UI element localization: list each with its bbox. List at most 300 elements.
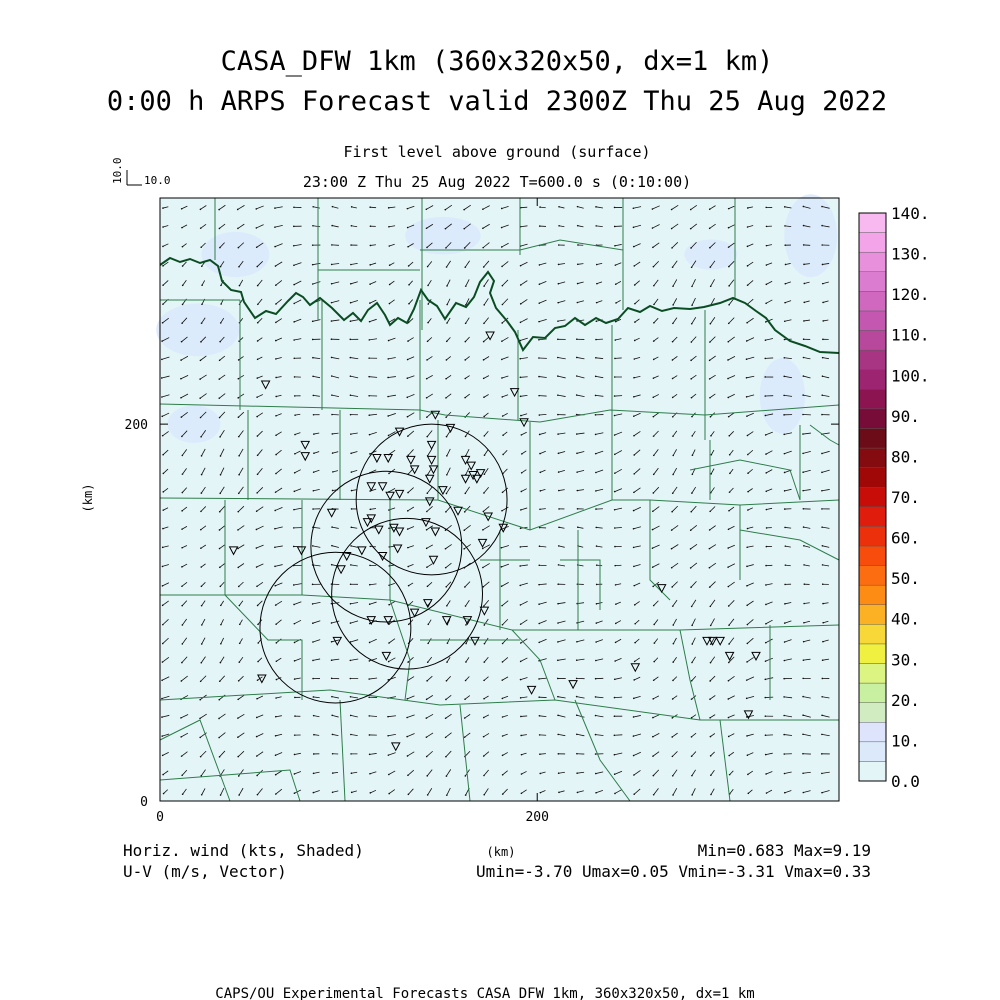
wind-vector-head [652, 529, 654, 531]
wind-vector-head [502, 661, 504, 663]
wind-vector-head [502, 643, 504, 645]
wind-vector [520, 377, 527, 378]
wind-vector-head [728, 698, 730, 700]
wind-vector-head [746, 546, 748, 548]
wind-vector-head [483, 775, 485, 777]
wind-vector-head [182, 793, 184, 795]
wind-vector-head [653, 794, 655, 796]
wind-vector-head [200, 227, 202, 229]
wind-vector-head [576, 490, 578, 492]
wind-vector-head [294, 678, 296, 680]
wind-vector-head [219, 417, 221, 419]
wind-vector-head [728, 510, 730, 512]
wind-vector-head [803, 545, 805, 547]
wind-vector-head [709, 586, 711, 588]
wind-vector-head [331, 375, 333, 377]
wind-vector-head [407, 528, 409, 530]
wind-vector-head [239, 642, 241, 644]
wind-vector-head [672, 266, 674, 268]
wind-vector-head [691, 698, 693, 700]
wind-vector-head [238, 247, 240, 249]
wind-vector-head [709, 378, 711, 380]
wind-vector-head [821, 490, 823, 492]
wind-vector-head [181, 492, 183, 494]
wind-vector-head [691, 643, 693, 645]
wind-vector-head [445, 699, 447, 701]
wind-vector-head [201, 474, 203, 476]
wind-vector-head [293, 546, 295, 548]
wind-vector-head [691, 286, 693, 288]
wind-vector-head [784, 472, 786, 474]
wind-vector-head [709, 529, 711, 531]
wind-vector-head [464, 266, 466, 268]
wind-vector-head [803, 375, 805, 377]
wind-vector-head [274, 207, 276, 209]
wind-vector-head [728, 416, 730, 418]
wind-vector-head [482, 208, 484, 210]
wind-vector-head [446, 436, 448, 438]
wind-vector-head [652, 566, 654, 568]
wind-vector-head [558, 564, 560, 566]
wind-vector-head [576, 433, 578, 435]
figure-title: CASA_DFW 1km (360x320x50, dx=1 km) [220, 46, 774, 77]
wind-vector-head [557, 320, 559, 322]
wind-vector-head [783, 734, 785, 736]
wind-vector-head [445, 586, 447, 588]
wind-vector-head [256, 547, 258, 549]
wind-vector-head [407, 774, 409, 776]
wind-vector-head [465, 322, 467, 324]
wind-vector-head [576, 394, 578, 396]
wind-vector-head [406, 717, 408, 719]
wind-vector-head [446, 474, 448, 476]
wind-vector-head [671, 209, 673, 211]
wind-vector-head [501, 359, 503, 361]
wind-vector-head [312, 622, 314, 624]
wind-vector-head [692, 473, 694, 475]
wind-vector-head [351, 225, 353, 227]
wind-vector-head [746, 604, 748, 606]
wind-vector-head [219, 493, 221, 495]
wind-vector-head [407, 227, 409, 229]
wind-vector-head [671, 736, 673, 738]
wind-vector-head [313, 452, 315, 454]
wind-vector-head [426, 378, 428, 380]
wind-vector-head [370, 792, 372, 794]
wind-vector-head [709, 247, 711, 249]
wind-vector-head [162, 454, 164, 456]
wind-vector-head [446, 322, 448, 324]
wind-vector-head [238, 794, 240, 796]
wind-vector-head [690, 247, 692, 249]
wind-vector-head [257, 661, 259, 663]
wind-vector-head [710, 416, 712, 418]
wind-vector-head [633, 265, 635, 267]
wind-vector-head [710, 736, 712, 738]
colorbar-swatch [859, 605, 886, 625]
wind-vector-head [576, 678, 578, 680]
wind-vector-head [238, 416, 240, 418]
wind-vector-head [822, 641, 824, 643]
wind-vector-head [331, 545, 333, 547]
wind-vector-head [369, 264, 371, 266]
wind-vector-head [539, 225, 541, 227]
wind-vector-head [276, 642, 278, 644]
wind-vector-head [275, 358, 277, 360]
colorbar-swatch [859, 428, 886, 448]
wind-vector-head [257, 340, 259, 342]
wind-vector-head [369, 642, 371, 644]
wind-vector-head [803, 357, 805, 359]
wind-vector-head [576, 714, 578, 716]
wind-vector-head [162, 303, 164, 305]
wind-vector-head [784, 244, 786, 246]
wind-vector-head [595, 773, 597, 775]
wind-vector-head [746, 698, 748, 700]
wind-vector-head [557, 394, 559, 396]
wind-vector-head [427, 266, 429, 268]
wind-vector-head [748, 793, 750, 795]
wind-vector [521, 207, 527, 208]
wind-vector-head [388, 604, 390, 606]
wind-vector-head [465, 436, 467, 438]
wind-vector-head [427, 661, 429, 663]
colorbar-swatch [859, 213, 886, 233]
wind-vector-head [238, 775, 240, 777]
wind-vector-head [633, 226, 635, 228]
colorbar-label: 50. [891, 569, 920, 589]
wind-vector-head [464, 397, 466, 399]
wind-vector-head [257, 605, 259, 607]
colorbar-swatch [859, 526, 886, 546]
wind-vector-head [465, 775, 467, 777]
wind-vector-head [427, 303, 429, 305]
wind-vector-head [538, 623, 540, 625]
wind-vector-head [332, 734, 334, 736]
wind-vector-head [483, 341, 485, 343]
colorbar-swatch [859, 546, 886, 566]
wind-vector-head [558, 526, 560, 528]
wind-vector-head [557, 603, 559, 605]
wind-vector-head [200, 662, 202, 664]
wind-vector-head [822, 678, 824, 680]
wind-vector-head [746, 661, 748, 663]
wind-vector-head [653, 266, 655, 268]
wind-vector-head [388, 509, 390, 511]
wind-vector-head [199, 378, 201, 380]
wind-vector-head [237, 511, 239, 513]
wind-vector-head [783, 753, 785, 755]
wind-vector-head [331, 433, 333, 435]
wind-vector-head [501, 266, 503, 268]
wind-vector-head [784, 660, 786, 662]
wind-vector-head [407, 455, 409, 457]
wind-vector-head [275, 322, 277, 324]
wind-vector-head [350, 660, 352, 662]
wind-vector-head [162, 491, 164, 493]
wind-vector-head [822, 283, 824, 285]
wind-vector-head [446, 304, 448, 306]
wind-vector-head [180, 736, 182, 738]
wind-vector-head [822, 545, 824, 547]
wind-vector-head [803, 526, 805, 528]
wind-vector-head [275, 754, 277, 756]
wind-vector-head [595, 490, 597, 492]
wind-vector-head [237, 717, 239, 719]
wind-vector-head [746, 735, 748, 737]
wind-vector-head [182, 246, 184, 248]
wind-vector-head [426, 492, 428, 494]
wind-vector-head [407, 246, 409, 248]
wind-vector-head [802, 696, 804, 698]
wind-vector-head [596, 584, 598, 586]
y-tick-label: 200 [124, 418, 148, 434]
wind-vector-head [501, 566, 503, 568]
wind-vector-head [672, 416, 674, 418]
wind-vector-head [519, 358, 521, 360]
wind-vector-head [387, 377, 389, 379]
wind-vector-head [653, 624, 655, 626]
wind-vector-head [238, 436, 240, 438]
wind-vector-head [293, 584, 295, 586]
wind-vector-head [181, 322, 183, 324]
wind-vector-head [464, 717, 466, 719]
wind-vector-head [447, 642, 449, 644]
wind-vector-head [539, 206, 541, 208]
wind-vector-head [519, 565, 521, 567]
wind-vector-head [162, 605, 164, 607]
wind-vector-head [765, 415, 767, 417]
wind-vector-head [331, 678, 333, 680]
wind-vector-head [558, 545, 560, 547]
wind-vector-head [256, 775, 258, 777]
wind-vector-head [633, 454, 635, 456]
wind-vector-head [199, 737, 201, 739]
credit-line: CAPS/OU Experimental Forecasts CASA DFW 1km, 360x320x50, dx=1 km [215, 986, 755, 1000]
wind-vector-head [502, 755, 504, 757]
wind-vector-head [426, 736, 428, 738]
wind-vector-head [596, 283, 598, 285]
wind-vector-head [388, 340, 390, 342]
wind-vector-head [407, 566, 409, 568]
wind-vector-head [293, 226, 295, 228]
wind-vector-head [614, 527, 616, 529]
wind-vector-head [765, 660, 767, 662]
wind-vector-head [766, 264, 768, 266]
colorbar-label: 30. [891, 650, 920, 670]
wind-vector-head [520, 642, 522, 644]
wind-vector-head [672, 661, 674, 663]
wind-vector-head [746, 566, 748, 568]
colorbar-swatch [859, 311, 886, 331]
wind-vector-head [294, 414, 296, 416]
wind-vector-head [520, 527, 522, 529]
wind-vector-head [783, 414, 785, 416]
wind-vector-head [350, 583, 352, 585]
wind-vector-head [483, 511, 485, 513]
wind-vector-head [237, 529, 239, 531]
wind-vector-head [220, 455, 222, 457]
wind-vector-head [520, 303, 522, 305]
wind-vector-head [520, 396, 522, 398]
colorbar-label: 120. [891, 285, 930, 305]
wind-vector-head [257, 473, 259, 475]
wind-vector-head [803, 603, 805, 605]
wind-vector-head [653, 492, 655, 494]
wind-vector-head [783, 376, 785, 378]
wind-vector-head [350, 696, 352, 698]
wind-vector-head [766, 226, 768, 228]
wind-vector-head [652, 547, 654, 549]
wind-vector-head [256, 585, 258, 587]
wind-vector-head [332, 471, 334, 473]
wind-vector-head [239, 285, 241, 287]
wind-vector-head [294, 734, 296, 736]
wind-vector-head [804, 283, 806, 285]
plot-area [156, 194, 839, 801]
wind-vector-head [219, 529, 221, 531]
wind-vector-head [219, 756, 221, 758]
wind-vector-head [369, 754, 371, 756]
wind-vector-head [615, 302, 617, 304]
field-min-max: Min=0.683 Max=9.19 [697, 841, 871, 860]
wind-vector-head [181, 227, 183, 229]
wind-vector-head [483, 698, 485, 700]
wind-vector-head [747, 435, 749, 437]
wind-vector-head [426, 397, 428, 399]
colorbar-swatch [859, 233, 886, 253]
wind-vector-head [294, 715, 296, 717]
wind-vector-head [691, 341, 693, 343]
wind-vector-head [691, 662, 693, 664]
wind-vector-head [784, 357, 786, 359]
wind-vector-head [502, 304, 504, 306]
wind-vector-head [238, 266, 240, 268]
wind-vector-head [408, 585, 410, 587]
wind-vector-head [822, 339, 824, 341]
wind-vector-head [274, 585, 276, 587]
wind-vector-head [821, 773, 823, 775]
wind-vector-head [161, 698, 163, 700]
y-tick-label: 0 [140, 795, 148, 810]
wind-vector-head [728, 680, 730, 682]
wind-vector-head [445, 378, 447, 380]
wind-vector-head [614, 509, 616, 511]
wind-vector-head [351, 772, 353, 774]
wind-vector-head [201, 605, 203, 607]
wind-vector-head [350, 734, 352, 736]
wind-vector-head [331, 564, 333, 566]
colorbar-swatch [859, 487, 886, 507]
wind-vector-head [557, 583, 559, 585]
wind-vector-head [691, 416, 693, 418]
wind-vector-head [483, 661, 485, 663]
wind-vector-head [220, 303, 222, 305]
wind-vector-head [539, 545, 541, 547]
wind-vector-head [747, 226, 749, 228]
wind-vector-head [293, 303, 295, 305]
wind-vector-head [539, 715, 541, 717]
plot-background [160, 198, 839, 801]
wind-vector-head [558, 225, 560, 227]
wind-vector-head [313, 696, 315, 698]
wind-vector-head [256, 396, 258, 398]
wind-vector-head [350, 753, 352, 755]
wind-vector-head [350, 715, 352, 717]
wind-vector-head [313, 734, 315, 736]
figure-subtitle: 0:00 h ARPS Forecast valid 2300Z Thu 25 Aug 2022 [106, 86, 888, 117]
colorbar-swatch [859, 624, 886, 644]
wind-vector-head [182, 624, 184, 626]
wind-vector-head [257, 435, 259, 437]
wind-vector-head [181, 755, 183, 757]
wind-vector-head [746, 322, 748, 324]
wind-vector-head [294, 773, 296, 775]
colorbar-swatch [859, 663, 886, 683]
colorbar-label: 140. [891, 204, 930, 223]
shade-patch [784, 194, 837, 277]
wind-vector-head [596, 302, 598, 304]
wind-vector-head [822, 583, 824, 585]
wind-vector-head [427, 340, 429, 342]
wind-vector-head [162, 755, 164, 757]
wind-vector-head [294, 642, 296, 644]
wind-vector-head [502, 716, 504, 718]
wind-vector-head [634, 284, 636, 286]
wind-vector-head [802, 714, 804, 716]
wind-vector-head [312, 283, 314, 285]
wind-vector-head [427, 794, 429, 796]
colorbar-swatch [859, 370, 886, 390]
wind-vector-head [181, 208, 183, 210]
wind-vector-head [219, 680, 221, 682]
wind-vector-head [746, 679, 748, 681]
wind-vector-head [218, 397, 220, 399]
wind-vector-head [350, 302, 352, 304]
vector-variable-label: U-V (m/s, Vector) [123, 862, 287, 881]
wind-vector-head [633, 207, 635, 209]
wind-vector-head [445, 228, 447, 230]
wind-vector-head [633, 755, 635, 757]
level-label: First level above ground (surface) [343, 143, 651, 161]
wind-vector-head [633, 566, 635, 568]
wind-vector-head [275, 793, 277, 795]
wind-vector-head [200, 529, 202, 531]
wind-vector-head [220, 624, 222, 626]
wind-vector-head [802, 394, 804, 396]
wind-vector-head [802, 490, 804, 492]
wind-vector-head [615, 321, 617, 323]
wind-vector-head [671, 228, 673, 230]
wind-vector-head [653, 679, 655, 681]
wind-vector-head [538, 603, 540, 605]
wind-vector-head [576, 414, 578, 416]
wind-vector-head [331, 320, 333, 322]
wind-vector-head [313, 414, 315, 416]
wind-vector-head [238, 474, 240, 476]
wind-vector-head [538, 302, 540, 304]
wind-vector-head [520, 697, 522, 699]
wind-vector-head [220, 794, 222, 796]
colorbar-label: 100. [891, 366, 930, 386]
wind-vector-head [238, 680, 240, 682]
wind-vector-head [368, 357, 370, 359]
wind-vector-head [654, 642, 656, 644]
wind-vector-head [746, 377, 748, 379]
wind-vector-head [803, 302, 805, 304]
wind-vector-head [350, 545, 352, 547]
wind-vector-head [784, 584, 786, 586]
